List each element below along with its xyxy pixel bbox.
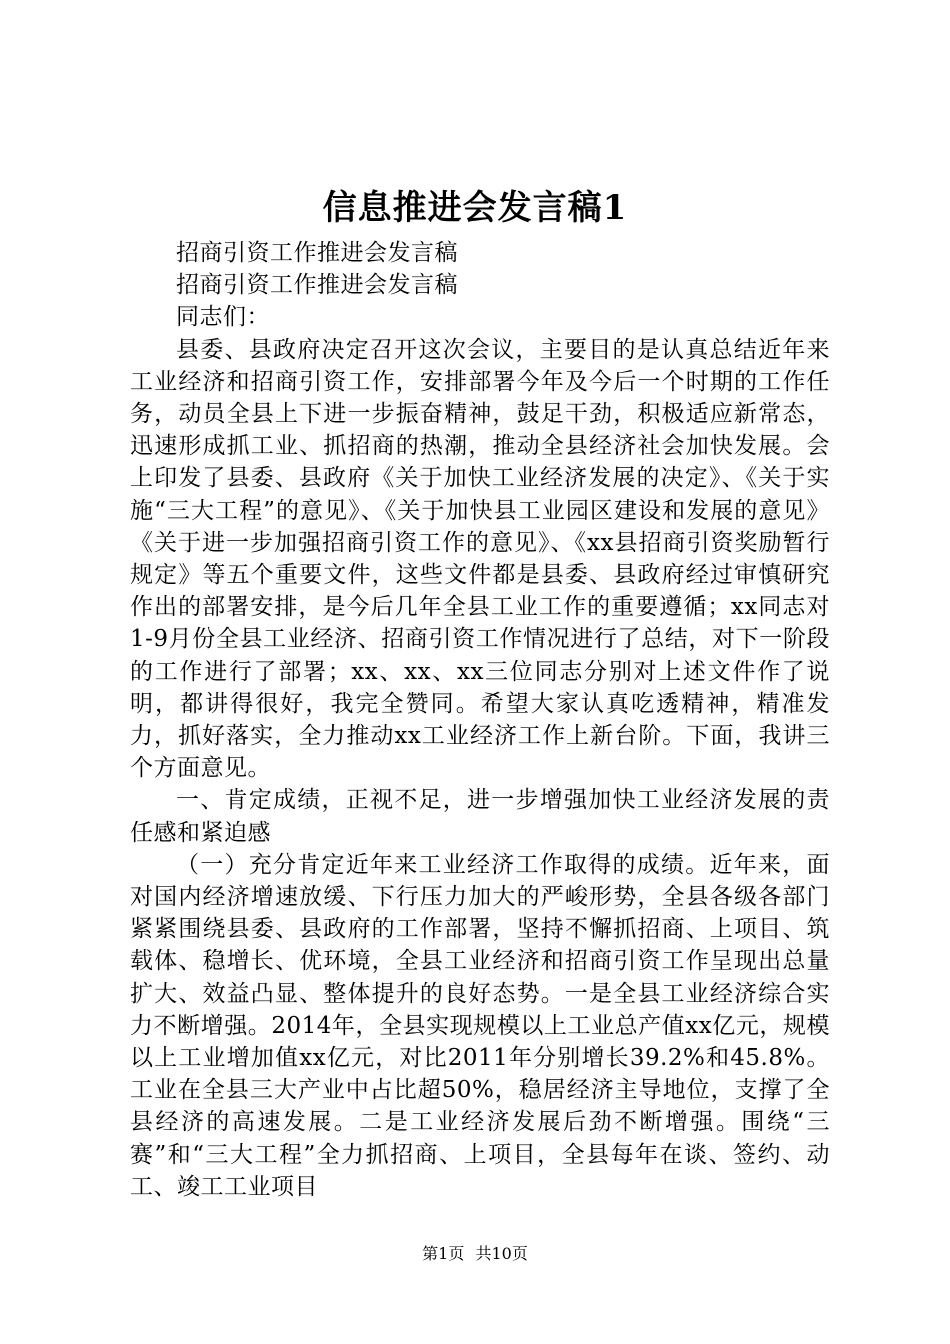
paragraph-intro: 县委、县政府决定召开这次会议，主要目的是认真总结近年来工业经济和招商引资工作，安排部署今年及今后一个时期的工作任务，动员全县上下进一步振奋精神，鼓足干劲，积极适应新常态，迅速形成抓工业、抓招商的热潮，推动全县经济社会加快发展。会上印发了县委、县政府《关于加快工业经济发展的决定》、《关于实施“三大工程”的意见》、《关于加快县工业园区建设和发展的意见》《关于进一步加强招商引资工作的意见》、《xx县招商引资奖励暂行规定》等五个重要文件，这些文件都是县委、县政府经过审慎研究作出的部署安排，是今后几年全县工业工作的重要遵循；xx同志对1-9月份全县工业经济、招商引资工作情况进行了总结，对下一阶段的工作进行了部署；xx、xx、xx三位同志分别对上述文件作了说明，都讲得很好，我完全赞同。希望大家认真吃透精神，精准发力，抓好落实，全力推动xx工业经济工作上新台阶。下面，我讲三个方面意见。 <box>130 336 830 782</box>
document-body <box>130 237 830 1203</box>
paragraph-subtitle-2: 招商引资工作推进会发言稿 <box>176 272 458 299</box>
page-total: 共10页 <box>475 1244 528 1263</box>
paragraph-salutation: 同志们： <box>176 304 270 331</box>
page-number: 第1页 <box>422 1244 465 1263</box>
paragraph-section-heading-1: 一、肯定成绩，正视不足，进一步增强加快工业经济发展的责任感和紧迫感 <box>130 787 830 846</box>
document-title: 信息推进会发言稿1 <box>322 188 628 228</box>
paragraph-achievements: （一）充分肯定近年来工业经济工作取得的成绩。近年来，面对国内经济增速放缓、下行压力加大的严峻形势，全县各级各部门紧紧围绕县委、县政府的工作部署，坚持不懈抓招商、上项目、筑载体、稳增长、优环境，全县工业经济和招商引资工作呈现出总量扩大、效益凸显、整体提升的良好态势。一是全县工业经济综合实力不断增强。2014年，全县实现规模以上工业总产值xx亿元，规模以上工业增加值xx亿元，对比2011年分别增长39.2%和45.8%。工业在全县三大产业中占比超50%，稳居经济主导地位，支撑了全县经济的高速发展。二是工业经济发展后劲不断增强。围绕“三赛”和“三大工程”全力抓招商、上项目，全县每年在谈、签约、动工、竣工工业项目 <box>130 851 830 1200</box>
page-footer <box>0 1242 950 1266</box>
paragraph-subtitle-1: 招商引资工作推进会发言稿 <box>176 240 458 266</box>
